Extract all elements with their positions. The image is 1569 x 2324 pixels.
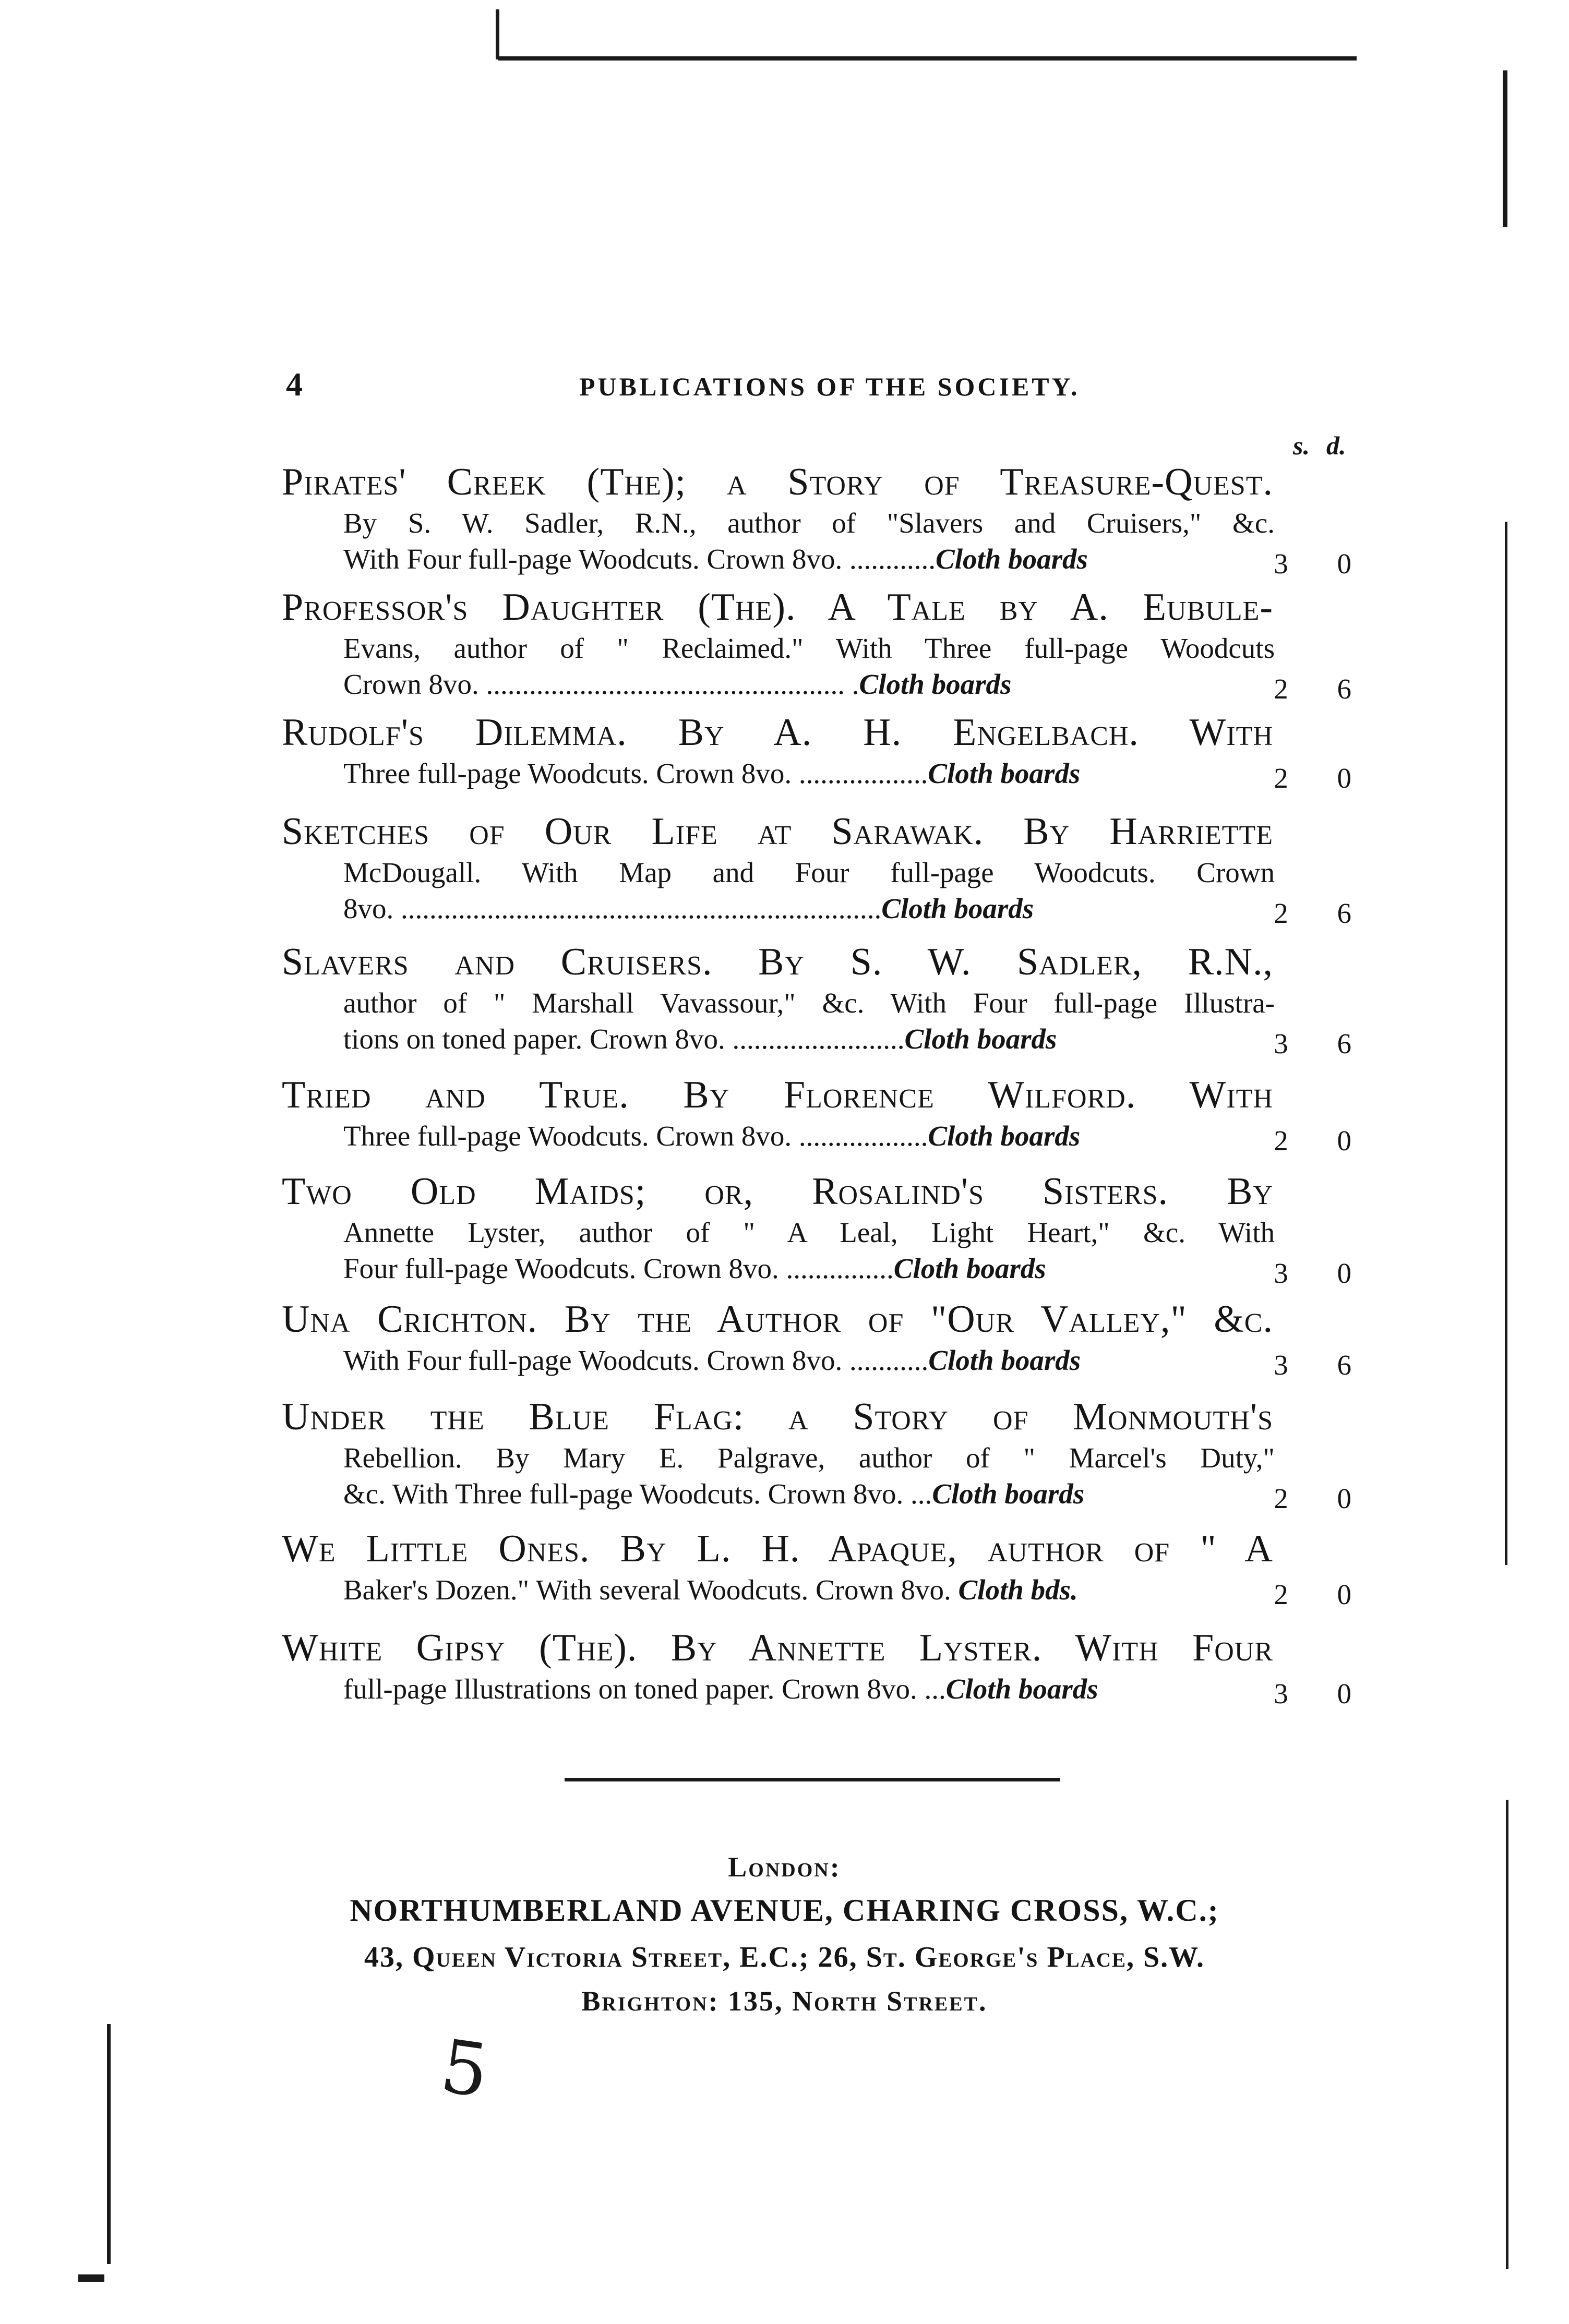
entry-title: Rudolf's Dilemma. By A. H. Engelbach. With [282,711,1273,754]
price: 2 0 [1274,1125,1372,1157]
entry-description [343,1118,1275,1154]
entry-line-text: Four full-page Woodcuts. Crown 8vo. ............... [343,1253,894,1284]
binding: Cloth boards [945,1673,1098,1705]
entry-title: Una Crichton. By the Author of "Our Valley," &c. [282,1298,1273,1341]
entry-description [343,755,1275,791]
catalog-entry [282,809,1378,929]
catalog-entry [282,939,1378,1057]
catalog-entry [282,1625,1378,1707]
binding: Cloth boards [928,1344,1081,1376]
entry-title: Slavers and Cruisers. By S. W. Sadler, R.N., [282,941,1273,983]
entry-title: Sketches of Our Life at Sarawak. By Harriette [282,810,1273,853]
entry-title: White Gipsy (The). By Annette Lyster. With Four [282,1627,1273,1669]
entry-line [343,755,1275,791]
entry-line: McDougall. With Map and Four full-page Woodcuts. Crown [343,857,1275,888]
scan-edge-mark [1503,70,1507,227]
entry-title: Under the Blue Flag: a Story of Monmouth's [282,1395,1273,1438]
entry-line-text: Crown 8vo. .................................................. . [343,668,859,700]
price: 3 6 [1274,1349,1372,1381]
entry-line [343,1250,1275,1286]
entry-description [343,1214,1275,1286]
price: 3 0 [1274,548,1372,580]
price: 2 0 [1274,1579,1372,1610]
entry-line-text: Three full-page Woodcuts. Crown 8vo. .................. [343,1120,928,1152]
entry-line: By S. W. Sadler, R.N., author of "Slavers and Cruisers," &c. [343,507,1275,539]
entry-title: Professor's Daughter (The). A Tale by A. Eubule- [282,586,1273,629]
catalog-entry [282,459,1378,580]
scan-edge-mark [496,9,499,59]
binding: Cloth boards [928,1120,1081,1152]
page-number: 4 [286,366,303,403]
price-column-header [1293,430,1362,461]
imprint-address: Brighton: 135, North Street. [581,1985,988,2017]
scan-edge-mark [498,56,1357,61]
entry-line-text: With Four full-page Woodcuts. Crown 8vo. ............ [343,543,936,575]
scan-edge-mark [78,2274,104,2282]
entry-line-text: With Four full-page Woodcuts. Crown 8vo. ........... [343,1344,929,1376]
footer-rule [565,1778,1060,1781]
entry-description [343,1440,1275,1512]
price: 2 6 [1274,673,1372,705]
scan-edge-mark [107,2024,111,2264]
imprint-address: NORTHUMBERLAND AVENUE, CHARING CROSS, W.C.; [350,1893,1219,1928]
binding: Cloth boards [936,543,1088,575]
running-head: PUBLICATIONS OF THE SOCIETY. [579,372,1080,401]
price: 2 0 [1274,762,1372,794]
entry-description [343,1342,1275,1378]
entry-line [343,890,1275,926]
entry-line [343,541,1275,577]
entry-line-text: 8vo. ................................................................... [343,893,882,924]
price: 3 0 [1274,1257,1372,1289]
entry-line: Rebellion. By Mary E. Palgrave, author of " Marcel's Duty," [343,1442,1275,1474]
entry-line [343,666,1275,702]
entry-line [343,1572,1275,1608]
price: 3 0 [1274,1678,1372,1709]
entry-line: author of " Marshall Vavassour," &c. With Four full-page Illustra- [343,987,1275,1019]
entry-line [343,1476,1275,1512]
price: 3 6 [1274,1028,1372,1059]
catalog-entry [282,1169,1378,1289]
imprint-address: 43, Queen Victoria Street, E.C.; 26, St. George's Place, S.W. [364,1941,1205,1973]
binding: Cloth bds. [958,1574,1078,1606]
entry-line-text: full-page Illustrations on toned paper. Crown 8vo. ... [343,1673,946,1705]
catalog-entry [282,1526,1378,1608]
entry-description [343,630,1275,702]
binding: Cloth boards [904,1023,1057,1055]
entry-title: Tried and True. By Florence Wilford. With [282,1074,1273,1116]
entry-line-text: tions on toned paper. Crown 8vo. ........................ [343,1023,905,1055]
price: 2 0 [1274,1483,1372,1514]
entry-line-text: Baker's Dozen." With several Woodcuts. Crown 8vo. [343,1574,951,1606]
binding: Cloth boards [932,1478,1085,1510]
catalog-entry [282,709,1378,794]
shillings-label: s. [1293,431,1310,460]
entry-line [343,1671,1275,1707]
scan-edge-mark [1505,522,1507,1565]
entry-description [343,985,1275,1057]
catalog-entry [282,1296,1378,1381]
handwritten-annotation: 5 [436,2024,494,2115]
entry-description [343,1671,1275,1707]
binding: Cloth boards [928,757,1081,789]
entry-line: Evans, author of " Reclaimed." With Three full-page Woodcuts [343,632,1275,664]
catalog-entry [282,1394,1378,1512]
entry-title: Pirates' Creek (The); a Story of Treasure-Quest. [282,461,1273,503]
entry-line-text: Three full-page Woodcuts. Crown 8vo. .................. [343,757,928,789]
entry-line [343,1021,1275,1057]
catalog-entry [282,584,1378,705]
catalog-entry [282,1072,1378,1157]
pence-label: d. [1326,431,1346,460]
entry-description [343,854,1275,926]
entry-description [343,1572,1275,1608]
entry-line [343,1342,1275,1378]
entry-line [343,1118,1275,1154]
entry-title: We Little Ones. By L. H. Apaque, author of " A [282,1527,1273,1570]
entry-title: Two Old Maids; or, Rosalind's Sisters. By [282,1170,1273,1213]
entry-line: Annette Lyster, author of " A Leal, Light Heart," &c. With [343,1217,1275,1248]
price: 2 6 [1274,897,1372,929]
entry-description [343,505,1275,577]
binding: Cloth boards [881,893,1034,924]
entry-line-text: &c. With Three full-page Woodcuts. Crown 8vo. ... [343,1478,932,1510]
binding: Cloth boards [859,668,1012,700]
imprint-city: London: [728,1851,841,1883]
binding: Cloth boards [893,1253,1046,1284]
